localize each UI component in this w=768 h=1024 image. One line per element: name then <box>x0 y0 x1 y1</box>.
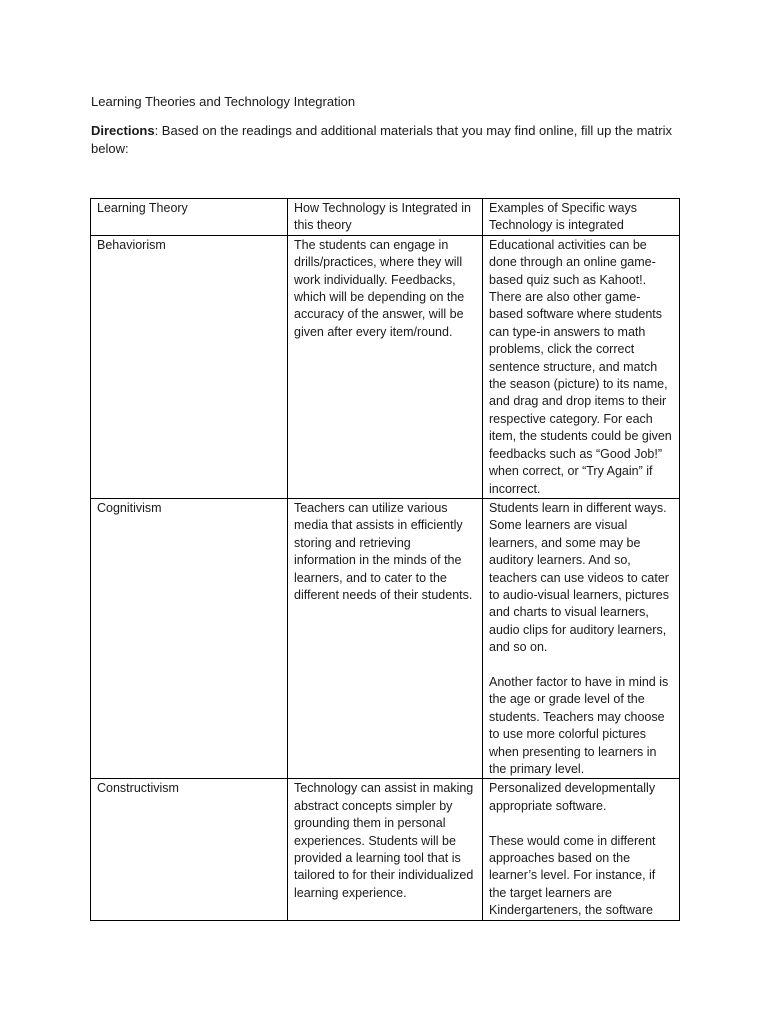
examples-paragraph: Personalized developmentally appropriate software. <box>489 781 656 813</box>
table-row <box>91 235 680 498</box>
table-row <box>91 779 680 920</box>
directions-paragraph <box>91 122 681 158</box>
examples-paragraph: Another factor to have in mind is the age or grade level of the students. Teachers may choose to use more colorful pictures when presenting to learners in the primary level. <box>489 674 669 776</box>
header-technology-integration: How Technology is Integrated in this theory <box>288 199 483 236</box>
integration-cell: Teachers can utilize various media that assists in efficiently storing and retrieving information in the minds of the learners, and to cater to the different needs of their students. <box>288 498 483 778</box>
examples-cell <box>483 779 680 920</box>
header-examples: Examples of Specific ways Technology is integrated <box>483 199 680 236</box>
integration-cell: Technology can assist in making abstract concepts simpler by grounding them in personal experiences. Students will be provided a learning tool that is tailored to for their individualized learning experience. <box>288 779 483 920</box>
table-header-row <box>91 199 680 236</box>
examples-paragraph: Educational activities can be done through an online game-based quiz such as Kahoot!. There are also other game-based software where students can type-in answers to math problems, click the correct sentence structure, and match the season (picture) to its name, and drag and drop items to their respective category. For each item, the students could be given feedbacks such as “Good Job!” when correct, or “Try Again” if incorrect. <box>489 237 672 496</box>
examples-cell <box>483 235 680 498</box>
directions-label: Directions <box>91 123 155 138</box>
table-row <box>91 498 680 778</box>
document-title: Learning Theories and Technology Integration <box>91 94 356 109</box>
integration-cell: The students can engage in drills/practices, where they will work individually. Feedbacks, which will be depending on the accuracy of the answer, will be given after every item/round. <box>288 235 483 498</box>
learning-theory-matrix <box>90 198 680 921</box>
directions-text: : Based on the readings and additional materials that you may find online, fill up the matrix below: <box>91 123 672 156</box>
theory-cell: Constructivism <box>91 779 288 920</box>
header-learning-theory: Learning Theory <box>91 199 288 236</box>
theory-cell: Behaviorism <box>91 235 288 498</box>
examples-cell <box>483 498 680 778</box>
examples-paragraph: Students learn in different ways. Some learners are visual learners, and some may be auditory learners. And so, teachers can use videos to cater to audio-visual learners, pictures and charts to visual learners, audio clips for auditory learners, and so on. <box>489 500 669 655</box>
theory-cell: Cognitivism <box>91 498 288 778</box>
examples-paragraph: These would come in different approaches based on the learner’s level. For instance, if the target learners are Kindergarteners, the software <box>489 833 656 918</box>
